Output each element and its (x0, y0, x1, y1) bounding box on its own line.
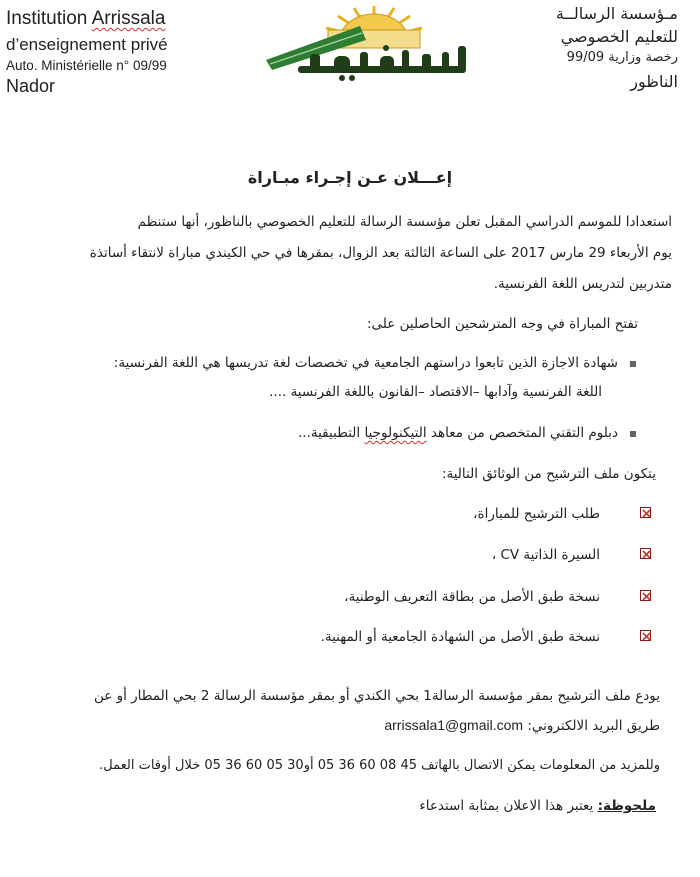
contact-phones: وللمزيد من المعلومات يمكن الاتصال بالهاتف 45 08 60 36 05 أو30 05 60 36 05 خلال أوقات العمل. (99, 758, 660, 773)
eligibility-item-2: دبلوم التقني المتخصص من معاهد التيكنولوجيا التطبيقية... (297, 425, 618, 441)
checkbox-x-icon (640, 507, 651, 518)
note: ملحوظة: يعتبر هذا الاعلان بمثابة استدعاء (419, 798, 656, 814)
intro-line-3: متدربين لتدريس اللغة الفرنسية. (493, 276, 672, 292)
document-item-1: طلب الترشيح للمباراة، (473, 506, 600, 522)
institution-subtitle-fr: d’enseignement privé (6, 35, 168, 54)
page-title: إعـــلان عـن إجـراء مبـاراة (247, 168, 453, 187)
submission-line-1: يودع ملف الترشيح بمقر مؤسسة الرسالة1 بحي الكندي أو بمقر مؤسسة الرسالة 2 بحي المطار أو عن (93, 688, 660, 704)
note-label: ملحوظة: (597, 798, 656, 814)
city-ar: الناظور (630, 72, 678, 91)
checkbox-x-icon (640, 630, 651, 641)
intro-line-2: يوم الأربعاء 29 مارس 2017 على الساعة الثالثة بعد الزوال، بمقرها في حي الكيندي مباراة لانتقاء أساتذة (89, 245, 672, 261)
misspelled-word: التيكنولوجيا (364, 425, 427, 441)
institution-name-ar: مـؤسسة الرسالــة (555, 4, 678, 23)
eligibility-item-1-line-1: شهادة الاجازة الذين تابعوا دراستهم الجامعية في تخصصات لغة تدريسها هي اللغة الفرنسية: (113, 355, 618, 371)
arrissala-logo (262, 4, 480, 92)
bullet-square-icon (630, 431, 636, 437)
documents-lead: يتكون ملف الترشيح من الوثائق التالية: (441, 466, 656, 482)
bullet-square-icon (630, 361, 636, 367)
eligibility-item-1-line-2: اللغة الفرنسية وآدابها –الاقتصاد –القانون باللغة الفرنسية .... (269, 384, 602, 400)
authorization-fr: Auto. Ministérielle n° 09/99 (6, 58, 167, 73)
authorization-ar: رخصة وزارية 99/09 (566, 50, 678, 65)
institution-name-fr: Institution Arrissala (6, 8, 166, 29)
checkbox-x-icon (640, 548, 651, 559)
document-item-4: نسخة طبق الأصل من الشهادة الجامعية أو المهنية. (320, 629, 600, 645)
intro-line-1: استعدادا للموسم الدراسي المقبل تعلن مؤسسة الرسالة للتعليم الخصوصي بالناظور، أنها ستنظم (137, 214, 672, 230)
document-item-2: السيرة الذاتية CV ، (491, 547, 600, 563)
document-item-3: نسخة طبق الأصل من بطاقة التعريف الوطنية، (344, 589, 600, 605)
institution-name-word: Arrissala (91, 8, 166, 29)
eligibility-lead: تفتح المباراة في وجه المترشحين الحاصلين على: (367, 316, 638, 332)
city-fr: Nador (6, 76, 56, 96)
checkbox-x-icon (640, 590, 651, 601)
contact-email: arrissala1@gmail.com (384, 717, 524, 733)
submission-line-2: طريق البريد الالكتروني: arrissala1@gmail.com (384, 717, 660, 734)
institution-subtitle-ar: للتعليم الخصوصي (560, 27, 678, 46)
